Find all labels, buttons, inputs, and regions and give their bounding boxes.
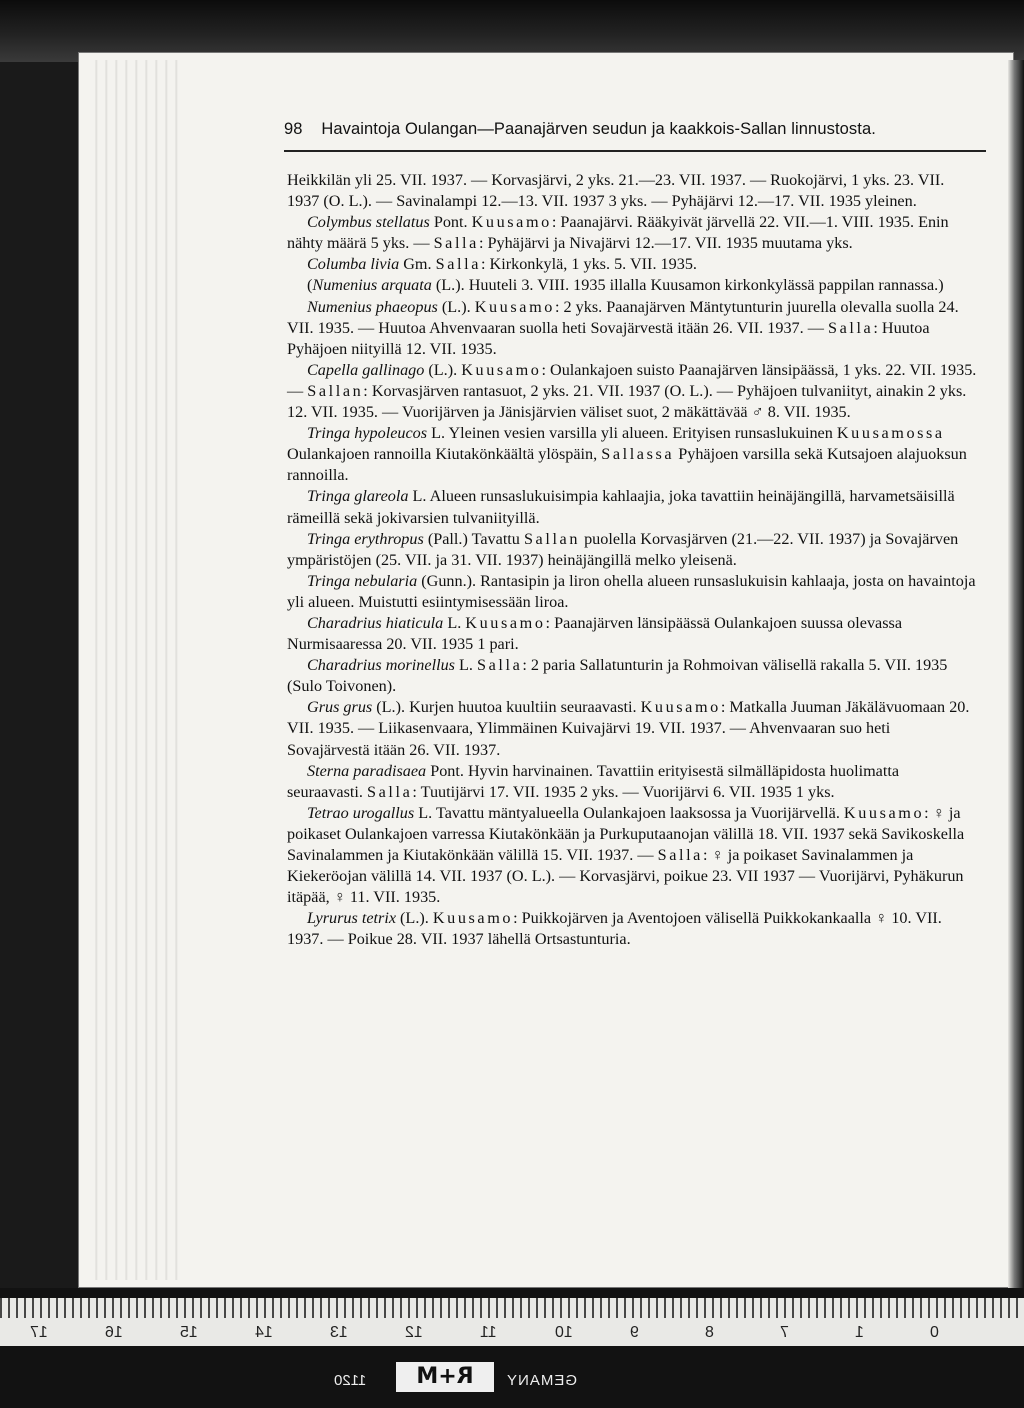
paragraph	[287, 655, 977, 697]
ruler-ticks	[0, 1298, 1024, 1318]
film-ruler	[0, 1298, 1024, 1346]
header-rule	[284, 150, 986, 152]
text-run: : Huutoa Pyhäjoen niityillä 12. VII. 1935.	[287, 318, 930, 358]
locality-name: Kuusamo	[432, 909, 514, 928]
text-run: : Paanajärvi. Rääkyivät järvellä 22. VII.—1. VIII. 1935. Enin nähty määrä 5 yks. —	[287, 213, 949, 253]
species-name: Lyrurus tetrix	[307, 909, 396, 928]
locality-name: Kuusamo	[465, 613, 546, 632]
paragraph	[287, 613, 977, 655]
text-run: Gm.	[399, 255, 436, 274]
paragraph	[287, 170, 977, 212]
text-run: : Tuutijärvi 17. VII. 1935 2 yks. — Vuorijärvi 6. VII. 1935 1 yks.	[412, 782, 835, 801]
ruler-number: 7	[780, 1324, 789, 1341]
locality-name: Sallan	[307, 381, 364, 400]
text-run: (L.). Huuteli 3. VIII. 1935 illalla Kuusamon kirkonkylässä pappilan rannassa.)	[431, 276, 944, 295]
ruler-number: 0	[930, 1324, 939, 1341]
paragraph	[287, 297, 977, 360]
text-run: (Pall.) Tavattu	[423, 529, 524, 548]
paragraph	[287, 529, 977, 571]
paragraph	[287, 360, 977, 423]
text-run: L.	[443, 613, 466, 632]
locality-name: Salla	[827, 318, 874, 337]
text-run: L.	[454, 656, 477, 675]
text-run: Oulankajoen rannoilla Kiutakönkäältä ylöspäin,	[287, 445, 602, 464]
text-run: : ♀ ja poikaset Savinalammen ja Kiekeröojan välillä 14. VII. 1937 (O. L.). — Korvasjärvi, poikue 23. VII 1937 — Vuorijärvi, Pyhäkurun itäpää, ♀ 11. VII. 1935.	[287, 846, 964, 907]
locality-name: Salla	[657, 846, 703, 864]
species-name: Charadrius hiaticula	[307, 613, 444, 632]
text-run: : Puikkojärven ja Aventojoen välisellä Puikkokankaalla ♀ 10. VII. 1937. — Poikue 28. VII. 1937 lähellä Ortsastunturia.	[287, 909, 942, 949]
text-run: (	[307, 276, 313, 295]
text-run: : ♀ ja poikaset Oulankajoen varressa Kiutakönkään ja Purkuputaanojan välillä 18. VII. 1937 sekä Savikoskella Savinalammen ja Kiutakönkään välillä 15. VII. 1937. —	[287, 803, 965, 864]
text-run: (L.).	[396, 909, 433, 928]
locality-name: Kuusamo	[461, 360, 542, 379]
locality-name: Sallan	[523, 529, 581, 548]
text-run: Pont.	[429, 213, 472, 232]
species-name: Numenius arquata	[312, 276, 432, 295]
text-run: L. Alueen runsaslukuisimpia kahlaajia, joka tavattiin heinäjängillä, harvametsäisillä rämeillä sekä jokivarsien tulvaniityillä.	[287, 487, 955, 527]
text-run: : 2 paria Sallatunturin ja Rohmoivan välisellä rakalla 5. VII. 1935 (Sulo Toivonen).	[287, 656, 948, 696]
paragraph	[287, 254, 977, 275]
page-number: 98	[284, 120, 303, 138]
text-run: (Gunn.). Rantasipin ja liron ohella alueen runsaslukuisin kahlaaja, josta on havaintoja yli alueen. Muistutti esiintymisessään liroa.	[287, 571, 976, 611]
ruler-number: 13	[330, 1324, 348, 1341]
locality-name: Kuusamo	[640, 698, 721, 717]
running-title: Havaintoja Oulangan—Paanajärven seudun ja kaakkois-Sallan linnustosta.	[321, 120, 876, 138]
species-name: Tringa erythropus	[307, 529, 424, 548]
ruler-number: 14	[255, 1324, 273, 1341]
film-logo: R+M	[396, 1362, 494, 1392]
text-run: : Korvasjärven rantasuot, 2 yks. 21. VII. 1937 (O. L.). — Pyhäjoen tulvaniityt, ainakin 2 yks. 12. VII. 1935. — Vuorijärven ja Jänisjärvien väliset suot, 2 mäkättävää ♂ 8. VII. 1935.	[287, 381, 967, 422]
text-run: : 2 yks. Paanajärven Mäntytunturin juurella olevalla suolla 24. VII. 1935. — Huutoa Ahvenvaaran suolla heti Sovajärvestä itään 26. VII. 1937. —	[287, 297, 959, 337]
ruler-number: 16	[105, 1324, 123, 1341]
paragraph	[287, 761, 977, 803]
locality-name: Salla	[477, 656, 523, 675]
species-name: Capella gallinago	[307, 360, 425, 379]
ruler-number: 10	[555, 1324, 573, 1341]
text-run: : Kirkonkylä, 1 yks. 5. VII. 1935.	[480, 255, 697, 274]
ruler-number: 11	[480, 1324, 497, 1341]
species-name: Sterna paradisaea	[307, 761, 427, 780]
running-head	[284, 120, 986, 146]
locality-name: Kuusamo	[474, 297, 555, 316]
locality-name: Salla	[433, 234, 479, 253]
ruler-number: 17	[30, 1324, 48, 1341]
ruler-number: 8	[705, 1324, 714, 1341]
film-code-right: GEMANY	[506, 1372, 578, 1389]
species-name: Colymbus stellatus	[307, 213, 430, 232]
species-name: Tetrao urogallus	[307, 803, 415, 822]
text-run: : Pyhäjärvi ja Nivajärvi 12.—17. VII. 1935 muutama yks.	[478, 234, 853, 253]
species-name: Columba livia	[307, 255, 400, 274]
film-code-left: 1120	[334, 1372, 367, 1389]
paragraph	[287, 697, 977, 760]
species-name: Numenius phaeopus	[307, 297, 438, 316]
locality-name: Sallassa	[601, 445, 675, 464]
text-run: (L.).	[437, 297, 475, 316]
paragraph	[287, 803, 977, 908]
paragraph	[287, 275, 977, 296]
text-run: : Oulankajoen suisto Paanajärven länsipäässä, 1 yks. 22. VII. 1935. —	[287, 360, 977, 400]
paragraph	[287, 212, 977, 254]
body-text	[287, 170, 977, 950]
text-run: puolella Korvasjärven (21.—22. VII. 1937) ja Sovajärven ympäristöjen (25. VII. ja 31. VII. 1937) heinäjängillä melko yleisenä.	[287, 529, 959, 569]
ruler-number: 1	[855, 1324, 864, 1341]
text-run: L. Tavattu mäntyalueella Oulankajoen laaksossa ja Vuorijärvellä.	[414, 803, 844, 822]
text-run: Pont. Hyvin harvinainen. Tavattiin erityisestä silmälläpidosta huolimatta seuraavasti.	[287, 761, 900, 801]
paragraph	[287, 908, 977, 950]
ruler-number: 9	[630, 1324, 639, 1341]
species-name: Tringa nebularia	[307, 571, 418, 590]
paragraph	[287, 571, 977, 613]
text-run: Heikkilän yli 25. VII. 1937. — Korvasjärvi, 2 yks. 21.—23. VII. 1937. — Ruokojärvi, 1 yks. 23. VII. 1937 (O. L.). — Savinalampi 12.—13. VII. 1937 3 yks. — Pyhäjärvi 12.—17. VII. 1935 yleinen.	[287, 171, 945, 211]
paragraph	[287, 486, 977, 528]
species-name: Grus grus	[307, 698, 373, 717]
species-name: Tringa hypoleucos	[307, 424, 428, 443]
text-run: Pyhäjoen varsilla sekä Kutsajoen alajuoksun rannoilla.	[287, 445, 967, 485]
species-name: Charadrius morinellus	[307, 656, 455, 675]
locality-name: Salla	[435, 255, 481, 274]
text-run: : Paanajärven länsipäässä Oulankajoen suussa olevassa Nurmisaaressa 20. VII. 1935 1 pari.	[287, 613, 903, 654]
text-run: : Matkalla Juuman Jäkälävuomaan 20. VII. 1935. — Liikasenvaara, Ylimmäinen Kuivajärvi 19. VII. 1937. — Ahvenvaaran suo heti Sovajärvestä itään 26. VII. 1937.	[287, 698, 970, 759]
paragraph	[287, 423, 977, 486]
locality-name: Salla	[367, 782, 413, 801]
text-run: L. Yleinen vesien varsilla yli alueen. Erityisen runsaslukuinen	[427, 424, 837, 443]
scan-left-streaks	[88, 60, 178, 1280]
locality-name: Kuusamossa	[836, 424, 945, 443]
text-run: (L.). Kurjen huutoa kuultiin seuraavasti.	[372, 698, 641, 717]
ruler-number: 12	[405, 1324, 423, 1341]
text-run: (L.).	[424, 360, 462, 379]
locality-name: Kuusamo	[471, 213, 552, 232]
ruler-number: 15	[180, 1324, 198, 1341]
species-name: Tringa glareola	[307, 487, 409, 506]
locality-name: Kuusamo	[843, 803, 925, 822]
scan-right-edge	[1008, 60, 1024, 1290]
